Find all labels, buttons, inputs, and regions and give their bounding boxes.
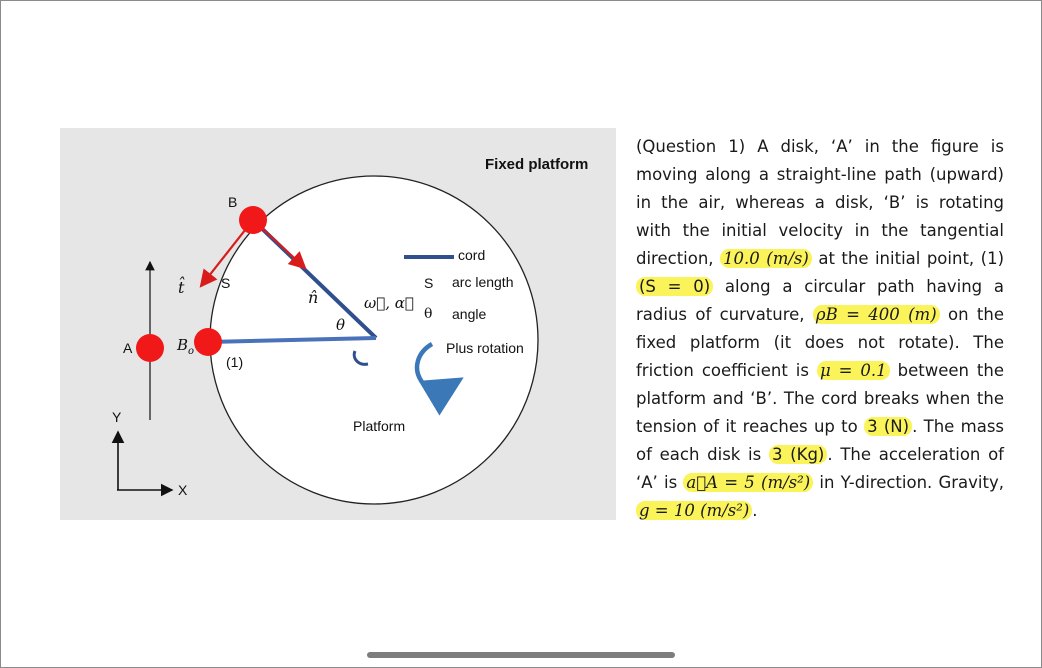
tension-highlight: 3 (N)	[864, 417, 912, 436]
radius-highlight: ρB = 400 (m)	[813, 305, 940, 324]
point-a-label: A	[123, 340, 133, 356]
legend-plus-rotation: Plus rotation	[446, 340, 524, 356]
legend-arc-length: arc length	[452, 274, 514, 290]
friction-highlight: μ = 0.1	[817, 361, 890, 380]
question-part-2: at the initial point, (1)	[818, 249, 1005, 268]
figure-diagram	[60, 128, 616, 520]
question-text	[636, 133, 1004, 525]
theta-label: θ	[336, 316, 346, 334]
question-part-8: in Y-direction. Gravity,	[819, 473, 1004, 492]
s-label: S	[221, 275, 231, 291]
question-part-6: . The mass of each disk is	[636, 417, 1005, 464]
omega-alpha-label: ω⃗, α⃗	[364, 294, 414, 312]
point-bo-label: $B_o$	[177, 336, 195, 357]
disk-bo	[194, 328, 222, 356]
acceleration-highlight: a⃗A = 5 (m/s²)	[683, 473, 813, 492]
platform-label: Platform	[353, 418, 406, 434]
mass-highlight: 3 (Kg)	[769, 445, 827, 464]
question-part-9: .	[752, 501, 758, 520]
initial-s-highlight: (S = 0)	[636, 277, 713, 296]
n-hat-label: n̂	[308, 288, 319, 307]
question-part-7: . The acceleration of ‘A’ is	[636, 445, 1004, 492]
question-part-1: (Question 1) A disk, ‘A’ in the figure is moving along a straight-line path (upward) in the air, whereas a disk, ‘B’ is rotating with the initial velocity in the tangential direction,	[636, 137, 1004, 268]
question-part-4: on the fixed platform (it does not rotate). The friction coefficient is	[636, 305, 1004, 380]
x-axis-label: X	[178, 482, 188, 498]
legend-cord-label: cord	[458, 247, 486, 263]
legend-theta-symbol: θ	[424, 306, 433, 322]
question-part-3: along a circular path having a radius of curvature,	[636, 277, 1004, 324]
position-1-label: (1)	[226, 354, 244, 370]
legend-angle: angle	[452, 306, 487, 322]
question-part-5: between the platform and ‘B’. The cord breaks when the tension of it reaches up to	[636, 361, 1005, 436]
fixed-platform-label: Fixed platform	[485, 156, 589, 173]
disk-b	[239, 206, 267, 234]
disk-a	[136, 334, 164, 362]
y-axis-label: Y	[112, 409, 122, 425]
point-b-label: B	[228, 194, 238, 210]
home-indicator-bar[interactable]	[367, 652, 675, 658]
initial-velocity-highlight: 10.0 (m/s)	[720, 249, 812, 268]
t-hat-label: t̂	[178, 278, 185, 297]
gravity-highlight: g = 10 (m/s²)	[636, 501, 752, 520]
legend-s-symbol: S	[424, 275, 434, 291]
